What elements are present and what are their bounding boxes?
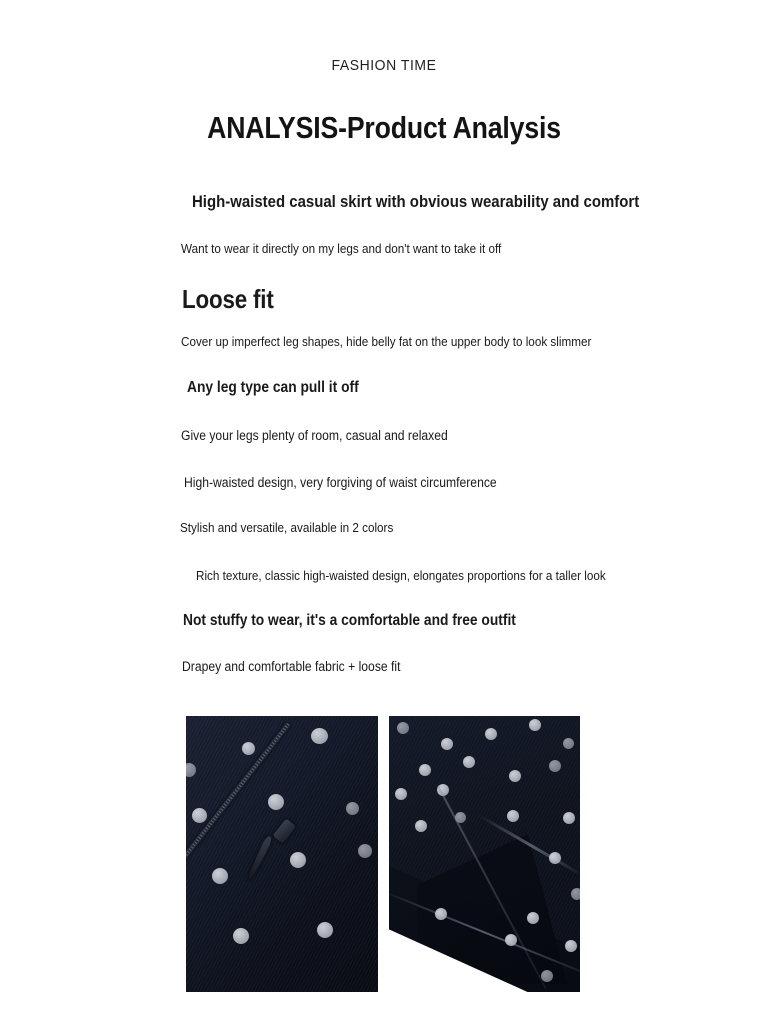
- fabric-dot: [435, 908, 447, 920]
- fabric-dot: [571, 888, 580, 900]
- feature-line-6: Give your legs plenty of room, casual and relaxed: [181, 428, 448, 443]
- fabric-dot: [419, 764, 431, 776]
- feature-line-9: Rich texture, classic high-waisted design, elongates proportions for a taller look: [196, 568, 606, 583]
- feature-line-2: Want to wear it directly on my legs and don't want to take it off: [181, 241, 502, 256]
- feature-line-7: High-waisted design, very forgiving of waist circumference: [184, 475, 497, 490]
- fabric-dot: [563, 738, 574, 749]
- fabric-dot: [549, 760, 561, 772]
- brand-label: FASHION TIME: [331, 57, 437, 74]
- fabric-dot: [233, 928, 249, 944]
- fabric-dot: [463, 756, 475, 768]
- fabric-dot: [397, 722, 409, 734]
- fabric-dot: [507, 810, 519, 822]
- fabric-dot: [549, 852, 561, 864]
- fabric-dot: [527, 912, 539, 924]
- fabric-fold-photo: [389, 716, 580, 992]
- fabric-dot: [242, 742, 255, 755]
- fabric-dot: [563, 812, 575, 824]
- feature-line-10: Not stuffy to wear, it's a comfortable and free outfit: [183, 612, 516, 629]
- feature-line-8: Stylish and versatile, available in 2 colors: [180, 520, 394, 535]
- feature-line-4: Cover up imperfect leg shapes, hide belly fat on the upper body to look slimmer: [181, 334, 592, 349]
- feature-line-3: Loose fit: [182, 284, 274, 314]
- feature-line-11: Drapey and comfortable fabric + loose fit: [182, 659, 401, 674]
- fabric-texture: [186, 716, 378, 992]
- feature-line-1: High-waisted casual skirt with obvious wearability and comfort: [192, 192, 640, 211]
- fabric-dot: [509, 770, 521, 782]
- fabric-dot: [346, 802, 359, 815]
- fabric-dot: [268, 794, 284, 810]
- fabric-dot: [441, 738, 453, 750]
- feature-line-5: Any leg type can pull it off: [187, 379, 359, 396]
- fabric-dot: [358, 844, 372, 858]
- fabric-dot: [485, 728, 497, 740]
- fabric-dot: [212, 868, 228, 884]
- fabric-dot: [317, 922, 333, 938]
- fabric-dot: [541, 970, 553, 982]
- fabric-dot: [415, 820, 427, 832]
- fabric-dot: [565, 940, 577, 952]
- zipper-detail-photo: [186, 716, 378, 992]
- fabric-dot: [395, 788, 407, 800]
- page-title: ANALYSIS-Product Analysis: [207, 110, 561, 145]
- fabric-dot: [290, 852, 306, 868]
- fabric-dot: [505, 934, 517, 946]
- fabric-dot: [311, 728, 328, 744]
- fabric-dot: [192, 808, 207, 823]
- fabric-dot: [529, 719, 541, 731]
